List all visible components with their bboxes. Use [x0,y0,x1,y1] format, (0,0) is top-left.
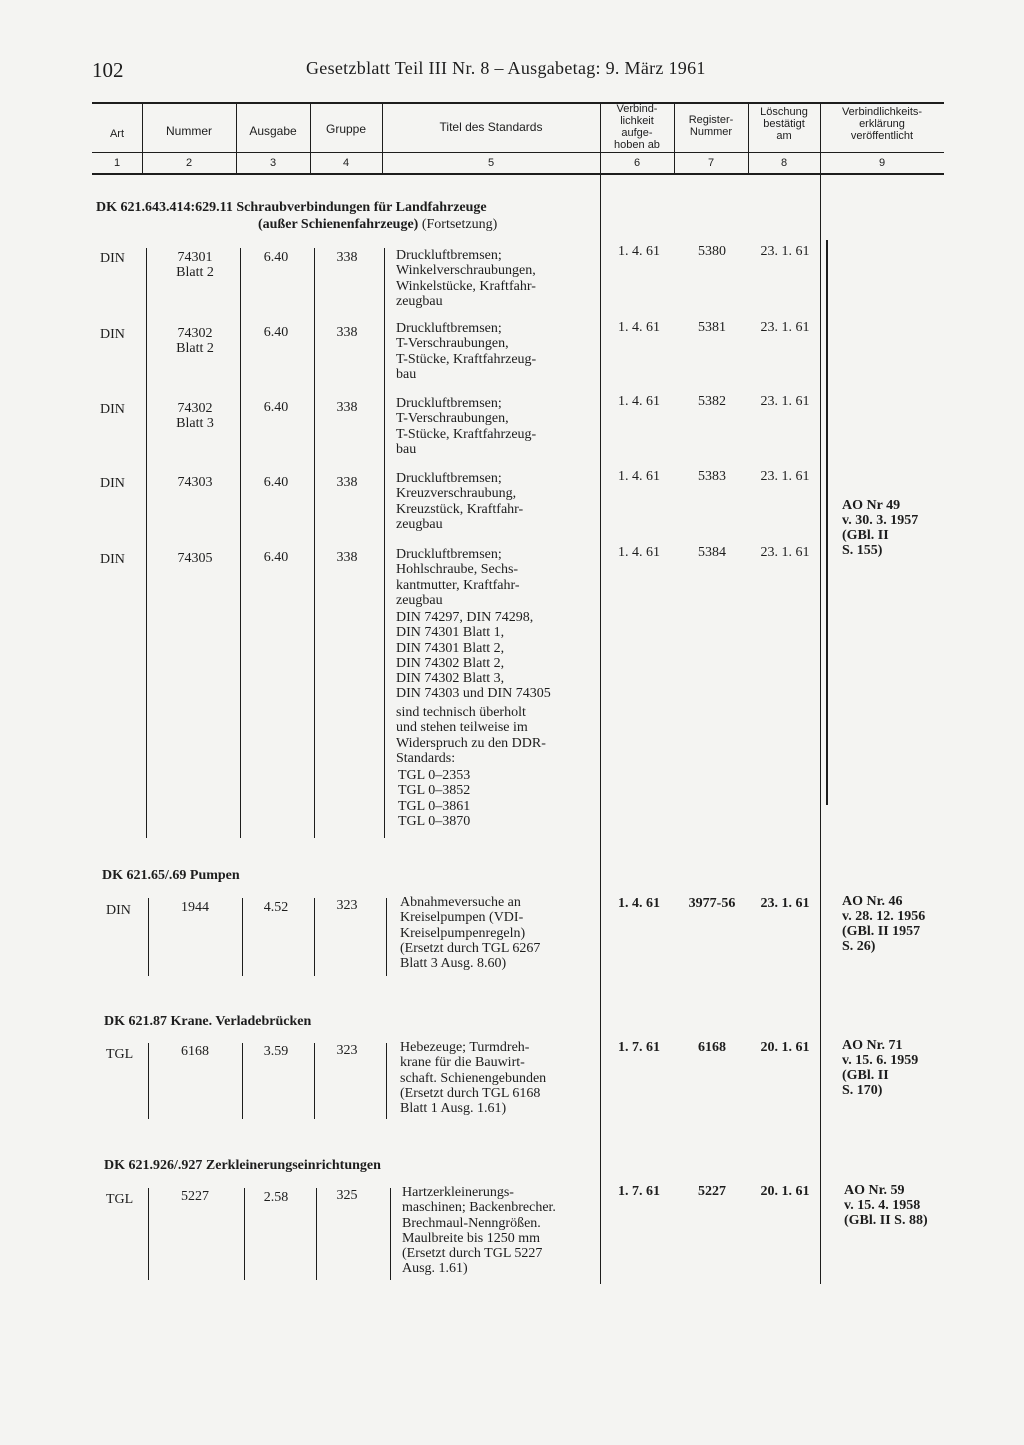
row-tgl-list: TGL 0–2353 TGL 0–3852 TGL 0–3861 TGL 0–3870 [398,768,471,829]
section-heading: DK 621.643.414:629.11 Schraubverbindungen für Landfahrzeuge [96,200,487,215]
col-divider [384,248,385,838]
col-head-art: Art [109,128,125,140]
row-ausgabe: 4.52 [263,900,289,915]
row-ausgabe: 6.40 [263,475,289,490]
row-register: 5380 [698,244,726,259]
row-art: DIN [100,251,125,266]
row-nummer: 74301 Blatt 2 [176,250,214,280]
col-head-ausgabe: Ausgabe [249,124,297,138]
row-nummer: 6168 [181,1044,209,1059]
row-register: 5382 [698,394,726,409]
header-divider [92,152,944,153]
row-register: 5227 [698,1184,726,1199]
row-titel: Abnahmeversuche an Kreiselpumpen (VDI- Kreiselpumpenregeln) (Ersetzt durch TGL 6267 Blatt 3 Ausg. 8.60) [400,895,541,972]
row-aufgehoben: 1. 4. 61 [618,469,660,484]
row-aufgehoben: 1. 4. 61 [618,394,660,409]
row-gruppe: 338 [336,250,358,265]
col-head-gruppe: Gruppe [325,122,367,136]
row-gruppe: 338 [336,325,358,340]
col-head-loeschung: Löschung bestätigt am [760,106,808,142]
row-loeschung: 23. 1. 61 [760,469,810,484]
row-gruppe: 323 [336,898,358,913]
section-heading: DK 621.926/.927 Zerkleinerungseinrichtungen [104,1158,381,1173]
col-head-verbindlichkeit: Verbindlichkeits- erklärung veröffentlicht [841,106,923,142]
row-note: DIN 74297, DIN 74298, DIN 74301 Blatt 1, DIN 74301 Blatt 2, DIN 74302 Blatt 2, DIN 74302 Blatt 3, DIN 74303 und DIN 74305 [396,610,551,702]
row-ausgabe: 3.59 [263,1044,289,1059]
row-nummer: 74302 Blatt 2 [176,326,214,356]
row-art: DIN [100,552,125,567]
col-divider [148,1043,149,1119]
col-head-titel: Titel des Standards [439,120,543,134]
row-register: 6168 [698,1040,726,1055]
col-head-nummer: Nummer [165,124,212,138]
row-note-2: sind technisch überholt und stehen teilweise im Widerspruch zu den DDR- Standards: [396,705,546,766]
row-verbindlichkeit: AO Nr. 59 v. 15. 4. 1958 (GBl. II S. 88) [844,1183,928,1228]
row-titel: Druckluftbremsen; T-Verschraubungen, T-Stücke, Kraftfahrzeug- bau [396,321,537,382]
col-num: 6 [633,157,641,169]
header-bottom-rule [92,173,944,175]
row-register: 5381 [698,320,726,335]
row-aufgehoben: 1. 4. 61 [618,545,660,560]
row-aufgehoben: 1. 7. 61 [618,1040,660,1055]
row-titel: Druckluftbremsen; T-Verschraubungen, T-Stücke, Kraftfahrzeug- bau [396,396,537,457]
section-heading: DK 621.87 Krane. Verladebrücken [104,1014,312,1029]
col-divider [146,248,147,838]
row-art: DIN [100,402,125,417]
row-art: DIN [100,476,125,491]
row-ausgabe: 6.40 [263,550,289,565]
col-divider [240,248,241,838]
table-top-rule [92,102,944,104]
row-nummer: 74305 [177,551,213,566]
row-gruppe: 338 [336,400,358,415]
section-heading-cont [258,217,497,233]
row-register: 5383 [698,469,726,484]
col-divider [390,1188,391,1280]
section-heading-2: (außer Schienenfahrzeuge) [258,217,419,232]
row-art: TGL [106,1047,134,1062]
col-head-register: Register- Nummer [688,114,734,138]
col-num: 5 [487,157,495,169]
col-num: 7 [707,157,715,169]
row-aufgehoben: 1. 4. 61 [618,896,660,911]
col-head-aufgehoben: Verbind- lichkeit aufge- hoben ab [614,103,660,151]
page-number: 102 [92,58,124,82]
row-gruppe: 338 [336,550,358,565]
row-titel: Hartzerkleinerungs- maschinen; Backenbrecher. Brechmaul-Nenngrößen. Maulbreite bis 1250 mm (Ersetzt durch TGL 5227 Ausg. 1.61) [402,1185,556,1277]
row-titel: Druckluftbremsen; Winkelverschraubungen, Winkelstücke, Kraftfahr- zeugbau [396,248,536,309]
section-heading: DK 621.65/.69 Pumpen [102,868,240,883]
verbindlichkeit-group-1: AO Nr 49 v. 30. 3. 1957 (GBl. II S. 155) [842,498,919,558]
col-num: 2 [185,157,193,169]
row-art: DIN [106,903,131,918]
row-ausgabe: 6.40 [263,325,289,340]
row-art: TGL [106,1192,134,1207]
row-aufgehoben: 1. 4. 61 [618,244,660,259]
row-titel: Druckluftbremsen; Kreuzverschraubung, Kreuzstück, Kraftfahr- zeugbau [396,471,524,532]
row-art: DIN [100,327,125,342]
row-aufgehoben: 1. 7. 61 [618,1184,660,1199]
row-gruppe: 323 [336,1043,358,1058]
row-loeschung: 23. 1. 61 [760,394,810,409]
page-title: Gesetzblatt Teil III Nr. 8 – Ausgabetag: 9. März 1961 [306,58,706,78]
row-register: 5384 [698,545,726,560]
row-nummer: 1944 [181,900,209,915]
row-loeschung: 23. 1. 61 [760,896,810,911]
row-ausgabe: 6.40 [263,400,289,415]
col-divider [820,104,821,1284]
group-brace [826,240,836,805]
row-register: 3977-56 [688,896,736,911]
section-heading-suffix: (Fortsetzung) [418,217,498,232]
row-titel: Hebezeuge; Turmdreh- krane für die Bauwirt- schaft. Schienengebunden (Ersetzt durch TGL 6168 Blatt 1 Ausg. 1.61) [400,1040,547,1117]
col-divider [386,898,387,976]
row-loeschung: 23. 1. 61 [760,320,810,335]
row-titel: Druckluftbremsen; Hohlschraube, Sechs- kantmutter, Kraftfahr- zeugbau [396,547,520,608]
row-loeschung: 20. 1. 61 [760,1040,810,1055]
row-nummer: 74302 Blatt 3 [176,401,214,431]
row-gruppe: 338 [336,475,358,490]
col-num: 8 [780,157,788,169]
row-nummer: 5227 [181,1189,209,1204]
col-num: 9 [878,157,886,169]
col-num: 3 [269,157,277,169]
col-num: 1 [113,157,121,169]
row-aufgehoben: 1. 4. 61 [618,320,660,335]
row-ausgabe: 6.40 [263,250,289,265]
col-num: 4 [342,157,350,169]
col-divider [148,898,149,976]
row-verbindlichkeit: AO Nr. 71 v. 15. 6. 1959 (GBl. II S. 170) [842,1038,919,1098]
col-divider [148,1188,149,1280]
row-nummer: 74303 [177,475,213,490]
row-ausgabe: 2.58 [263,1190,289,1205]
row-loeschung: 23. 1. 61 [760,545,810,560]
row-gruppe: 325 [336,1188,358,1203]
col-divider [386,1043,387,1119]
row-verbindlichkeit: AO Nr. 46 v. 28. 12. 1956 (GBl. II 1957 S. 26) [842,894,926,954]
row-loeschung: 23. 1. 61 [760,244,810,259]
row-loeschung: 20. 1. 61 [760,1184,810,1199]
